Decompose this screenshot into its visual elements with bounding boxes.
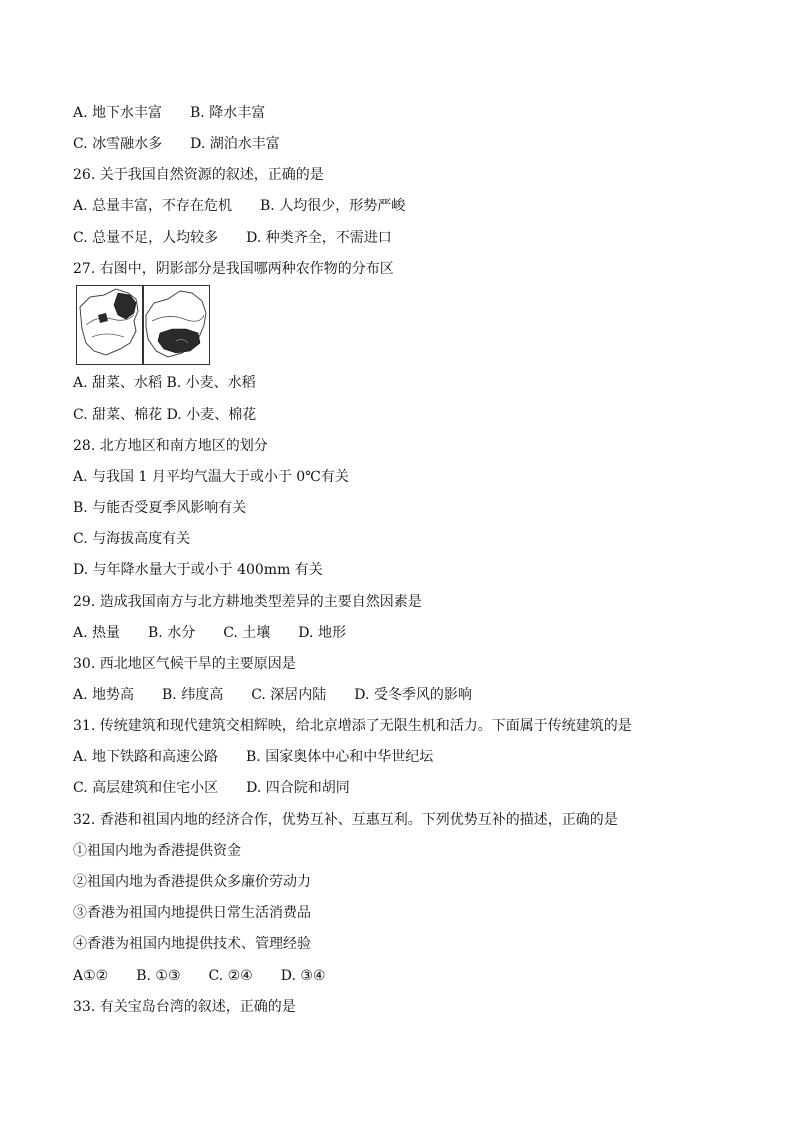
q33-stem: 33. 有关宝岛台湾的叙述，正确的是 <box>73 999 296 1015</box>
q32-options: A①② B. ①③ C. ②④ D. ③④ <box>73 968 326 984</box>
q27-options-ab: A. 甜菜、水稻 B. 小麦、水稻 <box>73 375 256 391</box>
q25-options-ab: A. 地下水丰富 B. 降水丰富 <box>73 105 266 121</box>
crop-distribution-map <box>76 285 210 365</box>
q32-statement-4: ④香港为祖国内地提供技术、管理经验 <box>73 936 311 952</box>
q28-option-b: B. 与能否受夏季风影响有关 <box>73 500 247 516</box>
q28-option-d: D. 与年降水量大于或小于 400mm 有关 <box>73 562 323 578</box>
q25-options-cd: C. 冰雪融水多 D. 湖泊水丰富 <box>73 136 280 152</box>
q29-options: A. 热量 B. 水分 C. 土壤 D. 地形 <box>73 625 346 641</box>
q29-stem: 29. 造成我国南方与北方耕地类型差异的主要自然因素是 <box>73 594 422 610</box>
q26-options-ab: A. 总量丰富，不存在危机 B. 人均很少，形势严峻 <box>73 198 406 214</box>
q28-stem: 28. 北方地区和南方地区的划分 <box>73 438 268 454</box>
q31-options-cd: C. 高层建筑和住宅小区 D. 四合院和胡同 <box>73 780 350 796</box>
q30-options: A. 地势高 B. 纬度高 C. 深居内陆 D. 受冬季风的影响 <box>73 687 472 703</box>
q32-statement-1: ①祖国内地为香港提供资金 <box>73 843 241 859</box>
q28-option-c: C. 与海拔高度有关 <box>73 531 191 547</box>
q30-stem: 30. 西北地区气候干旱的主要原因是 <box>73 656 296 672</box>
q31-options-ab: A. 地下铁路和高速公路 B. 国家奥体中心和中华世纪坛 <box>73 749 434 765</box>
q32-stem: 32. 香港和祖国内地的经济合作，优势互补、互惠互利。下列优势互补的描述，正确的是 <box>73 812 618 828</box>
q31-stem: 31. 传统建筑和现代建筑交相辉映，给北京增添了无限生机和活力。下面属于传统建筑的是 <box>73 718 632 734</box>
q27-stem: 27. 右图中，阴影部分是我国哪两种农作物的分布区 <box>73 261 394 277</box>
q32-statement-2: ②祖国内地为香港提供众多廉价劳动力 <box>73 874 311 890</box>
q26-options-cd: C. 总量不足，人均较多 D. 种类齐全，不需进口 <box>73 230 392 246</box>
q32-statement-3: ③香港为祖国内地提供日常生活消费品 <box>73 905 311 921</box>
q28-option-a: A. 与我国 1 月平均气温大于或小于 0℃有关 <box>73 469 349 485</box>
q27-options-cd: C. 甜菜、棉花 D. 小麦、棉花 <box>73 407 257 423</box>
q26-stem: 26. 关于我国自然资源的叙述，正确的是 <box>73 167 324 183</box>
